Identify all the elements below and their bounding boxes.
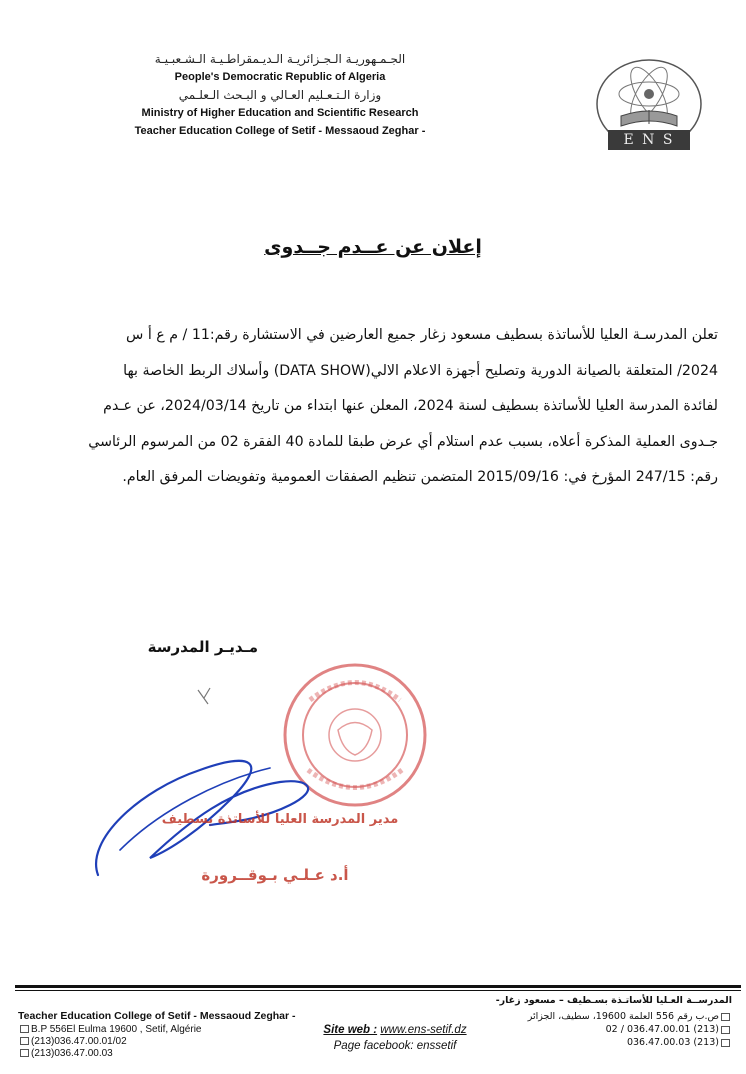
phone-icon	[20, 1037, 29, 1045]
body-line: 2024/ المتعلقة بالصيانة الدورية وتصليح أجهزة الاعلام الالي(DATA SHOW) وأسلاك الربط الخاصة بها	[123, 362, 718, 379]
body-line: جـدوى العملية المذكرة أعلاه، بسبب عدم استلام أي عرض طبقا للمادة 40 الفقرة 02 من المرسوم الرئاسي	[88, 433, 718, 450]
school-logo	[586, 54, 712, 164]
site-url[interactable]: www.ens-setif.dz	[380, 1024, 467, 1036]
footer-web	[300, 1024, 490, 1052]
stamp-title: مدير المدرسة العليا للأساتذة بسطيف	[161, 812, 399, 827]
mail-icon	[20, 1025, 29, 1033]
republic-arabic: الجـمـهوريـة الـجـزائريـة الـديـمقراطـيـة الـشـعبـيـة	[154, 52, 406, 66]
body-line: رقم: 247/15 المؤرخ في: 2015/09/16 المتضمن تنظيم الصفقات العمومية وتفويضات المرفق العام.	[122, 469, 718, 486]
announcement-body	[42, 318, 718, 496]
college-english: Teacher Education College of Setif - Messaoud Zeghar -	[134, 125, 426, 137]
document-title: إعلان عن عــدم جــدوى	[264, 236, 482, 258]
site-label: Site web :	[323, 1024, 378, 1036]
footer-college-name: Teacher Education College of Setif - Messaoud Zeghar -	[18, 1010, 296, 1022]
fax-icon	[20, 1049, 29, 1057]
stamp-name: أ.د عـلـي بـوقــرورة	[201, 866, 349, 884]
handwritten-signature	[80, 730, 340, 880]
letterhead	[130, 52, 430, 142]
fax-icon	[721, 1039, 730, 1047]
footer-contact-en	[18, 1010, 308, 1060]
footer-divider	[15, 985, 741, 988]
body-line: تعلن المدرسـة العليا للأساتذة بسطيف مسعود زغار جميع العارضين في الاستشارة رقم:11 / م ع أ س	[125, 327, 718, 343]
footer-phone-ar: (213) 036.47.00.01 / 02	[605, 1024, 719, 1035]
footer-address-ar: ص.ب رقم 556 العلمة 19600، سطيف، الجزائر	[527, 1011, 719, 1022]
footer-address: B.P 556El Eulma 19600 , Setif, Algérie	[31, 1024, 202, 1035]
phone-icon	[721, 1026, 730, 1034]
logo-text: E N S	[623, 132, 675, 148]
signatory-title: مـديـر المدرسة	[147, 638, 258, 656]
body-line: لفائدة المدرسة العليا للأساتذة بسطيف لسنة 2024، المعلن عنها ابتداء من تاريخ 2024/03/14، عن عـدم	[103, 398, 718, 415]
check-mark	[196, 686, 216, 706]
footer-divider	[15, 990, 741, 991]
mail-icon	[721, 1013, 730, 1021]
footer-contact-ar	[470, 994, 732, 1049]
footer-fax: (213)036.47.00.03	[31, 1048, 113, 1059]
ministry-arabic: وزارة الـتـعـليم العـالي و البـحث الـعلـمي	[178, 88, 382, 102]
footer-phone: (213)036.47.00.01/02	[31, 1036, 127, 1047]
footer-college-name-ar: المدرســة العـليا للأساتـذة بسـطيف – مسعود زغار-	[495, 995, 732, 1006]
facebook-page: Page facebook: enssetif	[333, 1040, 457, 1052]
republic-english: People's Democratic Republic of Algeria	[174, 71, 386, 83]
ministry-english: Ministry of Higher Education and Scientific Research	[141, 107, 419, 119]
footer-fax-ar: (213) 036.47.00.03	[626, 1037, 719, 1048]
